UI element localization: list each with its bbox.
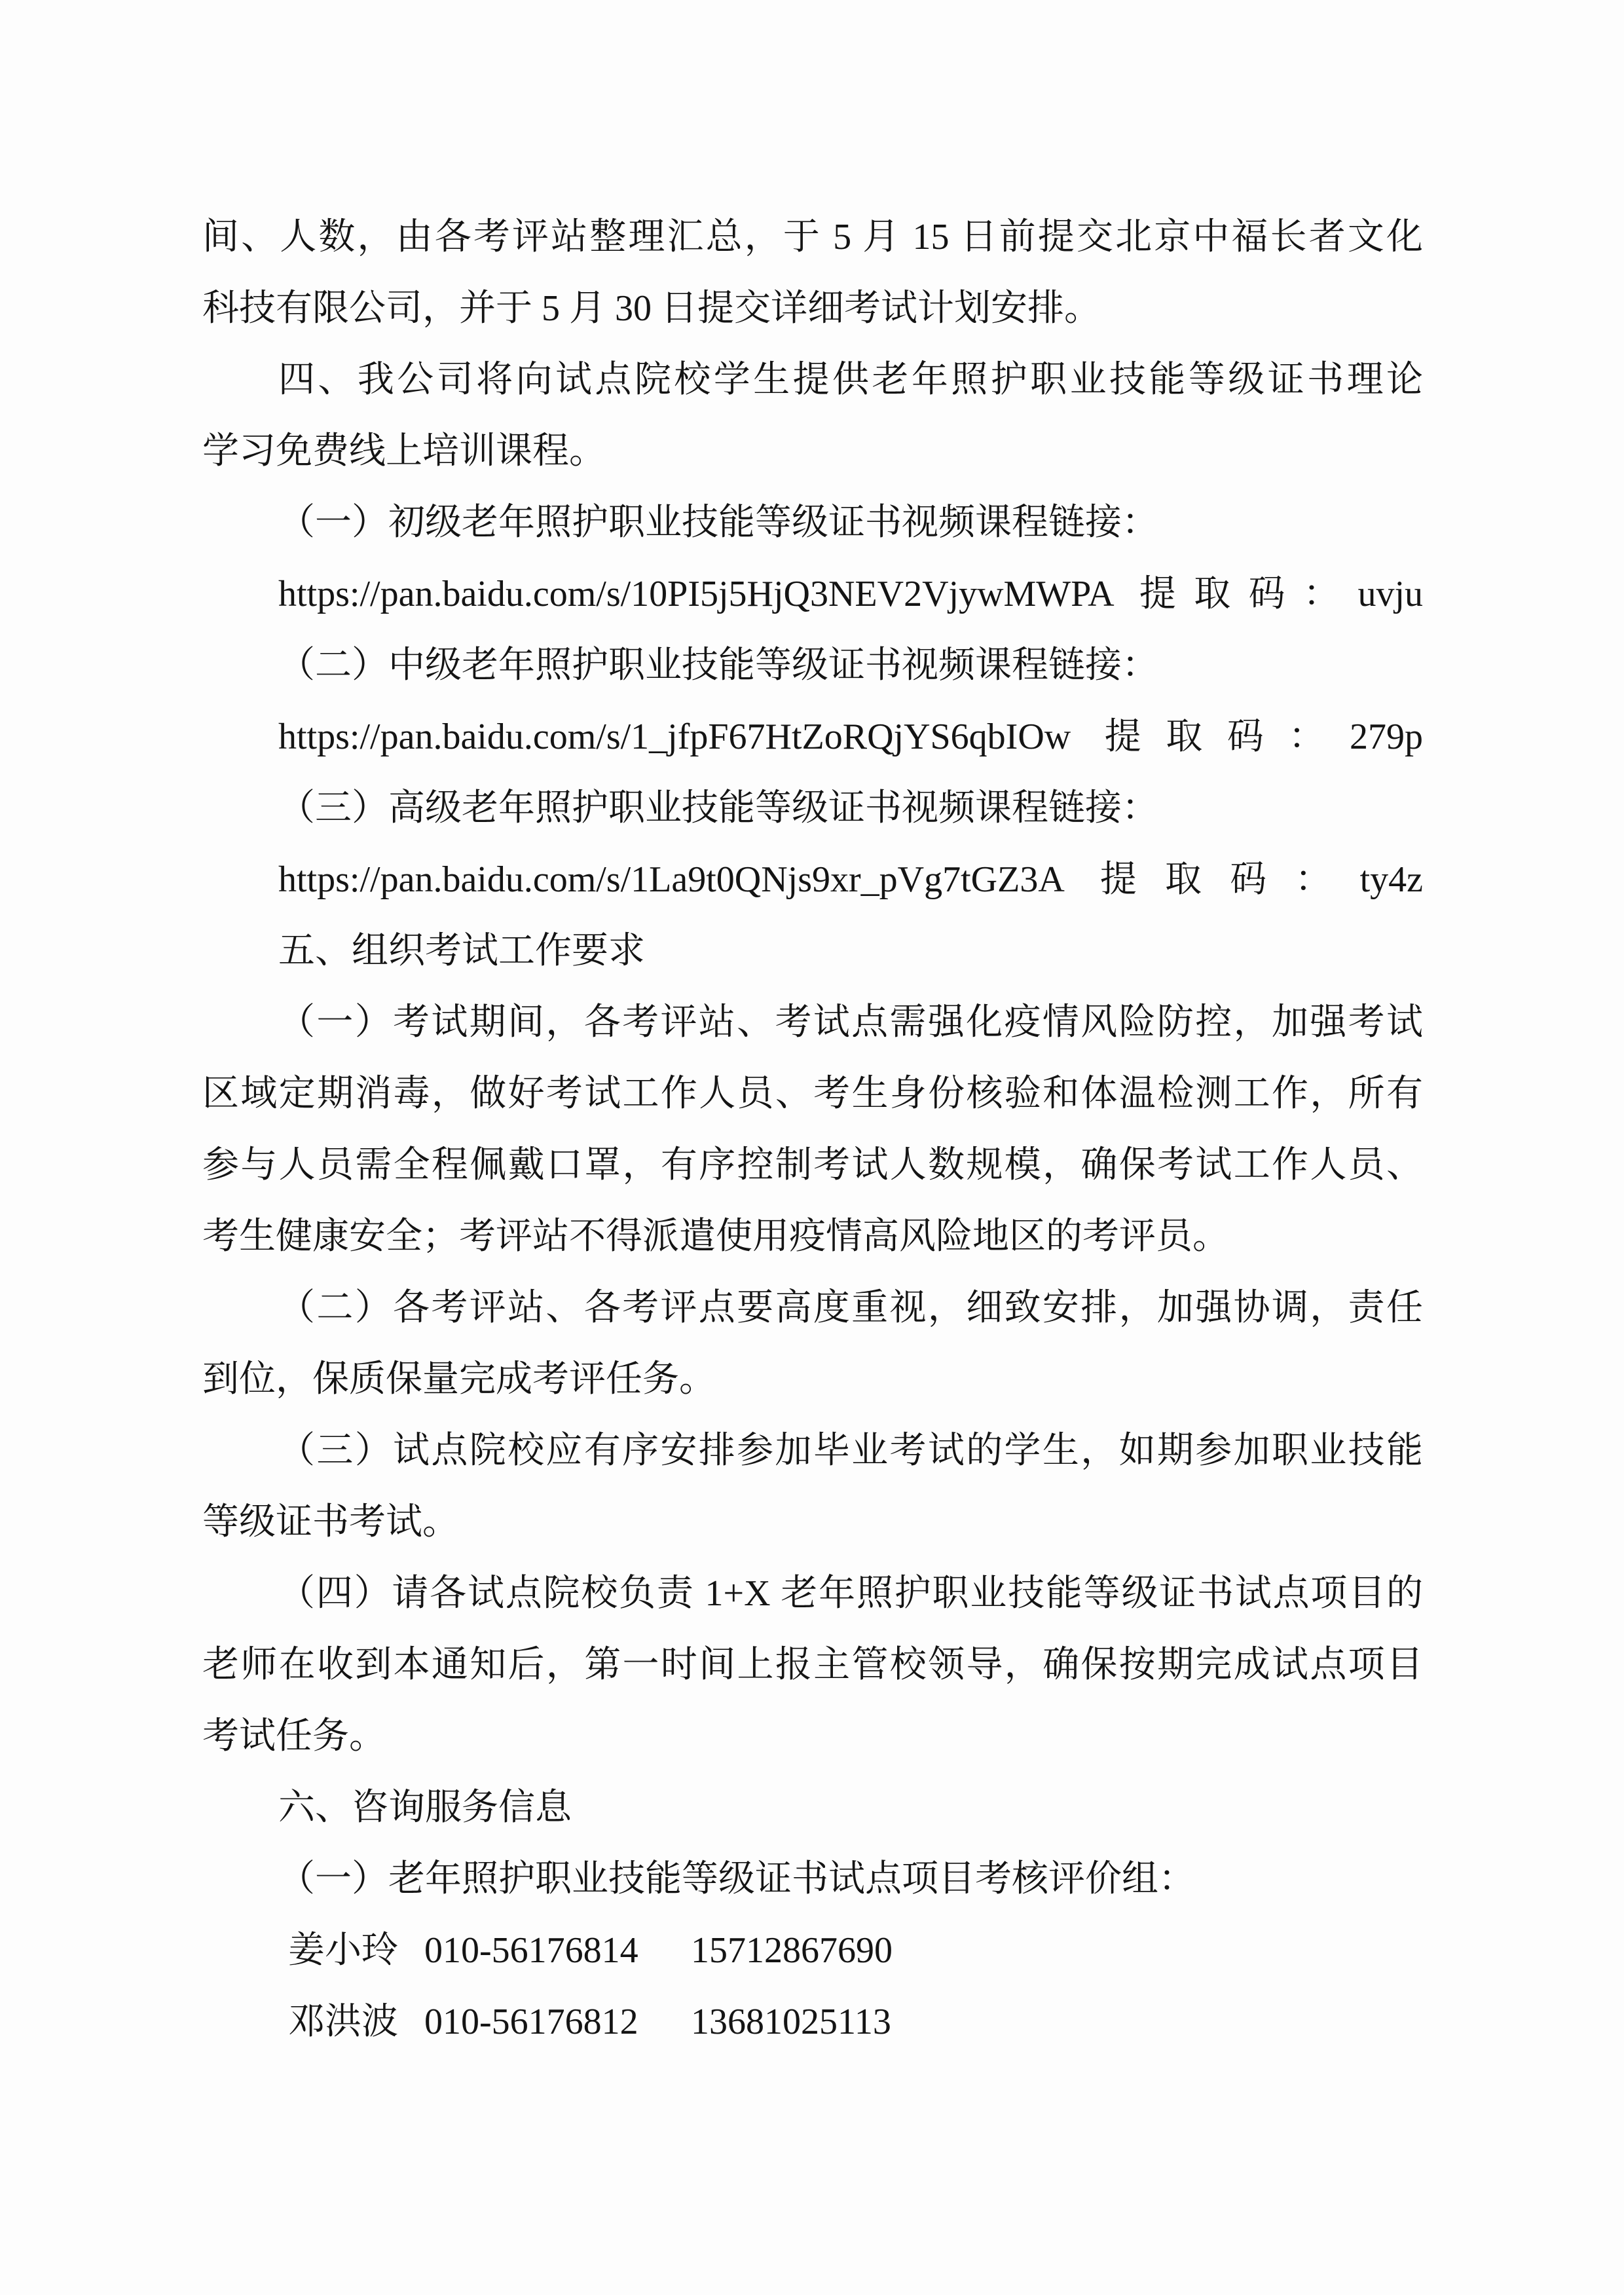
requirement-3-line: （三）试点院校应有序安排参加毕业考试的学生，如期参加职业技能 <box>278 1430 1423 1471</box>
extraction-code-label: 提取码： <box>1139 574 1358 614</box>
section-4-intro-line: 学习免费线上培训课程。 <box>202 431 606 472</box>
course-url: https://pan.baidu.com/s/1La9t0QNjs9xr_pVg7tGZ3A <box>278 859 1063 900</box>
requirement-3-line: 等级证书考试。 <box>202 1502 459 1542</box>
paragraph-line: 科技有限公司，并于 5 月 30 日提交详细考试计划安排。 <box>202 288 1101 329</box>
contact-phone: 010-56176812 <box>424 2002 638 2042</box>
course-heading-primary: （一）初级老年照护职业技能等级证书视频课程链接： <box>278 502 1158 543</box>
requirement-4-line: （四）请各试点院校负责 1+X 老年照护职业技能等级证书试点项目的 <box>278 1573 1423 1614</box>
course-heading-advanced: （三）高级老年照护职业技能等级证书视频课程链接： <box>278 788 1158 829</box>
course-heading-intermediate: （二）中级老年照护职业技能等级证书视频课程链接： <box>278 645 1158 686</box>
document-body <box>202 202 1423 2058</box>
section-5-heading: 五、组织考试工作要求 <box>278 931 645 971</box>
paragraph-line: 间、人数，由各考评站整理汇总，于 5 月 15 日前提交北京中福长者文化 <box>202 217 1423 257</box>
course-link-line-primary <box>202 559 1423 630</box>
extraction-code: ty4z <box>1359 859 1423 900</box>
course-url: https://pan.baidu.com/s/1_jfpF67HtZoRQjYS6qbIOw <box>278 717 1071 757</box>
requirement-2-line: （二）各考评站、各考评点要高度重视，细致安排，加强协调，责任 <box>278 1288 1423 1328</box>
contact-name: 姜小玲 <box>288 1930 398 1971</box>
contact-mobile: 15712867690 <box>691 1930 893 1971</box>
requirement-4-line: 考试任务。 <box>202 1716 386 1757</box>
extraction-code-label: 提取码： <box>1099 859 1360 900</box>
contact-name: 邓洪波 <box>288 2002 398 2042</box>
requirement-1-line: （一）考试期间，各考评站、考试点需强化疫情风险防控，加强考试 <box>278 1002 1423 1043</box>
requirement-4-line: 老师在收到本通知后，第一时间上报主管校领导，确保按期完成试点项目 <box>202 1645 1423 1685</box>
extraction-code: 279p <box>1350 717 1423 757</box>
course-link-line-advanced <box>202 844 1423 916</box>
course-link-line-intermediate <box>202 701 1423 773</box>
contact-group-heading: （一）老年照护职业技能等级证书试点项目考核评价组： <box>278 1859 1195 1899</box>
section-4-intro-line: 四、我公司将向试点院校学生提供老年照护职业技能等级证书理论 <box>278 360 1423 400</box>
course-url: https://pan.baidu.com/s/10PI5j5HjQ3NEV2VjywMWPA <box>278 574 1113 614</box>
requirement-1-line: 区域定期消毒，做好考试工作人员、考生身份核验和体温检测工作，所有 <box>202 1073 1423 1114</box>
requirement-2-line: 到位，保质保量完成考评任务。 <box>202 1359 716 1400</box>
requirement-1-line: 考生健康安全；考评站不得派遣使用疫情高风险地区的考评员。 <box>202 1216 1229 1257</box>
contact-entry <box>202 1915 1423 1987</box>
extraction-code: uvju <box>1357 574 1423 614</box>
contact-entry <box>202 1987 1423 2058</box>
requirement-1-line: 参与人员需全程佩戴口罩，有序控制考试人数规模，确保考试工作人员、 <box>202 1145 1423 1185</box>
contact-mobile: 13681025113 <box>691 2002 891 2042</box>
section-6-heading: 六、咨询服务信息 <box>278 1787 572 1828</box>
extraction-code-label: 提取码： <box>1104 717 1350 757</box>
contact-phone: 010-56176814 <box>424 1930 638 1971</box>
